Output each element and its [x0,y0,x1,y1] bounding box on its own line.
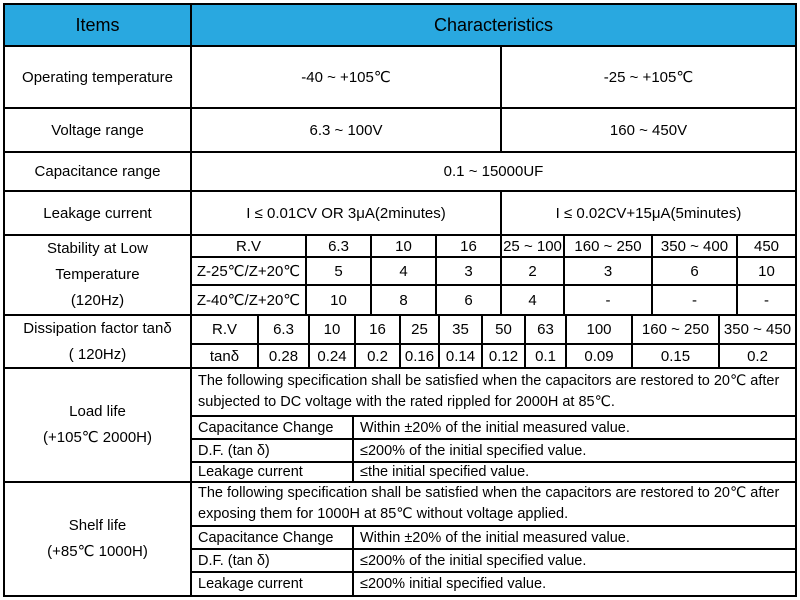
dissipation-value-cell: 0.2 [718,345,795,367]
stability-z25-cell: 3 [563,258,651,284]
load-life-details [190,369,795,481]
dissipation-value-cell: 0.24 [308,345,354,367]
load-life-row [5,367,795,481]
capacitance-range-label: Capacitance range [34,163,161,180]
shelf-life-label [5,483,190,595]
criterion-name: D.F. (tan δ) [198,552,270,569]
shelf-life-details [190,483,795,595]
dissipation-value-row [192,343,795,367]
shelf-life-df-row [192,548,795,571]
dissipation-value-cell: 0.12 [481,345,524,367]
dissipation-subtable [190,316,795,367]
dissipation-header-row [192,316,795,343]
dissipation-header-cell: R.V [211,321,237,338]
dissipation-header-cell: 25 [399,316,438,343]
criterion-name: Leakage current [198,464,303,480]
stability-z25-cell: 4 [370,258,435,284]
criterion-value: Within ±20% of the initial measured value. [352,527,795,548]
voltage-range-row [5,107,795,151]
load-life-label [5,369,190,481]
stability-z25-cell: 2 [500,258,563,284]
leakage-current-low: I ≤ 0.01CV OR 3μA(2minutes) [190,192,500,234]
criterion-value: ≤200% of the initial specified value. [352,440,795,461]
operating-temperature-high-range: -25 ~ +105℃ [500,47,795,107]
stability-header-cell: 350 ~ 400 [651,236,736,256]
shelf-life-description-line: The following specification shall be satisfied when the capacitors are restored to 20℃ after [198,485,780,501]
load-life-description-line: The following specification shall be satisfied when the capacitors are restored to 20℃ after [198,373,780,389]
dissipation-value-cell: 0.28 [257,345,308,367]
dissipation-value-cell: 0.16 [399,345,438,367]
dissipation-value-cell: 0.1 [524,345,565,367]
stability-z40-cell: 8 [370,286,435,314]
dissipation-value-cell: 0.09 [565,345,631,367]
load-life-label-line: (+105℃ 2000H) [43,429,152,446]
voltage-range-label: Voltage range [51,121,144,139]
dissipation-value-cell: 0.14 [438,345,481,367]
operating-temperature-row [5,45,795,107]
dissipation-header-cell: 16 [354,316,399,343]
dissipation-header-cell: 50 [481,316,524,343]
dissipation-value-cell: tanδ [209,347,240,365]
stability-header-cell: 16 [435,236,500,256]
voltage-range-high: 160 ~ 450V [500,109,795,151]
criterion-name: Capacitance Change [198,419,334,436]
shelf-life-capacitance-row [192,525,795,548]
stability-label [5,236,190,314]
stability-row [5,234,795,314]
criterion-value: ≤200% initial specified value. [352,573,795,595]
load-life-df-row [192,438,795,461]
items-header: Items [75,14,120,35]
load-life-description-line: subjected to DC voltage with the rated rippled for 2000H at 85℃. [198,394,615,410]
dissipation-header-cell: 10 [308,316,354,343]
stability-z40-cell: - [736,286,795,314]
stability-label-line: (120Hz) [70,292,125,309]
dissipation-value-cell: 0.2 [354,345,399,367]
load-life-leakage-row [192,461,795,481]
stability-z40-cell: - [563,286,651,314]
criterion-value: ≤the initial specified value. [352,463,795,481]
stability-z25-cell: Z-25℃/Z+20℃ [196,263,301,280]
leakage-current-label: Leakage current [43,204,152,222]
shelf-life-leakage-row [192,571,795,595]
dissipation-header-cell: 350 ~ 450 [718,316,795,343]
stability-z25-cell: 6 [651,258,736,284]
stability-header-row [192,236,795,256]
leakage-current-high: I ≤ 0.02CV+15μA(5minutes) [500,192,795,234]
stability-z40-cell: Z-40℃/Z+20℃ [196,292,301,309]
stability-header-cell: 160 ~ 250 [563,236,651,256]
operating-temperature-label: Operating temperature [22,68,173,86]
stability-header-cell: 450 [736,236,795,256]
dissipation-row [5,314,795,367]
stability-subtable [190,236,795,314]
shelf-life-label-line: Shelf life [68,517,127,534]
stability-label-line: Temperature [55,266,140,283]
load-life-capacitance-row [192,415,795,438]
shelf-life-row [5,481,795,595]
voltage-range-low: 6.3 ~ 100V [190,109,500,151]
dissipation-header-cell: 6.3 [257,316,308,343]
dissipation-label [5,316,190,367]
capacitance-range-row [5,151,795,190]
dissipation-label-line: Dissipation factor tanδ [23,319,172,337]
leakage-current-row [5,190,795,234]
dissipation-header-cell: 35 [438,316,481,343]
stability-header-cell: R.V [235,237,261,255]
characteristics-table [3,3,797,597]
criterion-name: Leakage current [198,576,303,592]
table-header-row [5,5,795,45]
stability-z40-cell: 10 [305,286,370,314]
stability-header-cell: 25 ~ 100 [500,236,563,256]
criterion-name: Capacitance Change [198,529,334,546]
dissipation-header-cell: 100 [565,316,631,343]
criterion-value: Within ±20% of the initial measured value. [352,417,795,438]
stability-z25-row [192,256,795,284]
criterion-name: D.F. (tan δ) [198,442,270,459]
stability-header-cell: 10 [370,236,435,256]
stability-label-line: Stability at Low [47,240,148,257]
stability-z25-cell: 3 [435,258,500,284]
capacitance-range-value: 0.1 ~ 15000UF [190,153,795,190]
stability-z40-cell: 6 [435,286,500,314]
stability-z25-cell: 10 [736,258,795,284]
dissipation-header-cell: 63 [524,316,565,343]
stability-z40-row [192,284,795,314]
dissipation-header-cell: 160 ~ 250 [631,316,718,343]
stability-z40-cell: - [651,286,736,314]
shelf-life-description [192,483,795,525]
dissipation-label-line: ( 120Hz) [68,345,127,363]
criterion-value: ≤200% of the initial specified value. [352,550,795,571]
operating-temperature-low-range: -40 ~ +105℃ [190,47,500,107]
load-life-label-line: Load life [69,403,126,420]
shelf-life-description-line: exposing them for 1000H at 85℃ without voltage applied. [198,506,569,522]
characteristics-header: Characteristics [190,5,795,45]
stability-z40-cell: 4 [500,286,563,314]
stability-header-cell: 6.3 [305,236,370,256]
dissipation-value-cell: 0.15 [631,345,718,367]
shelf-life-label-line: (+85℃ 1000H) [47,543,148,560]
stability-z25-cell: 5 [305,258,370,284]
load-life-description [192,369,795,415]
